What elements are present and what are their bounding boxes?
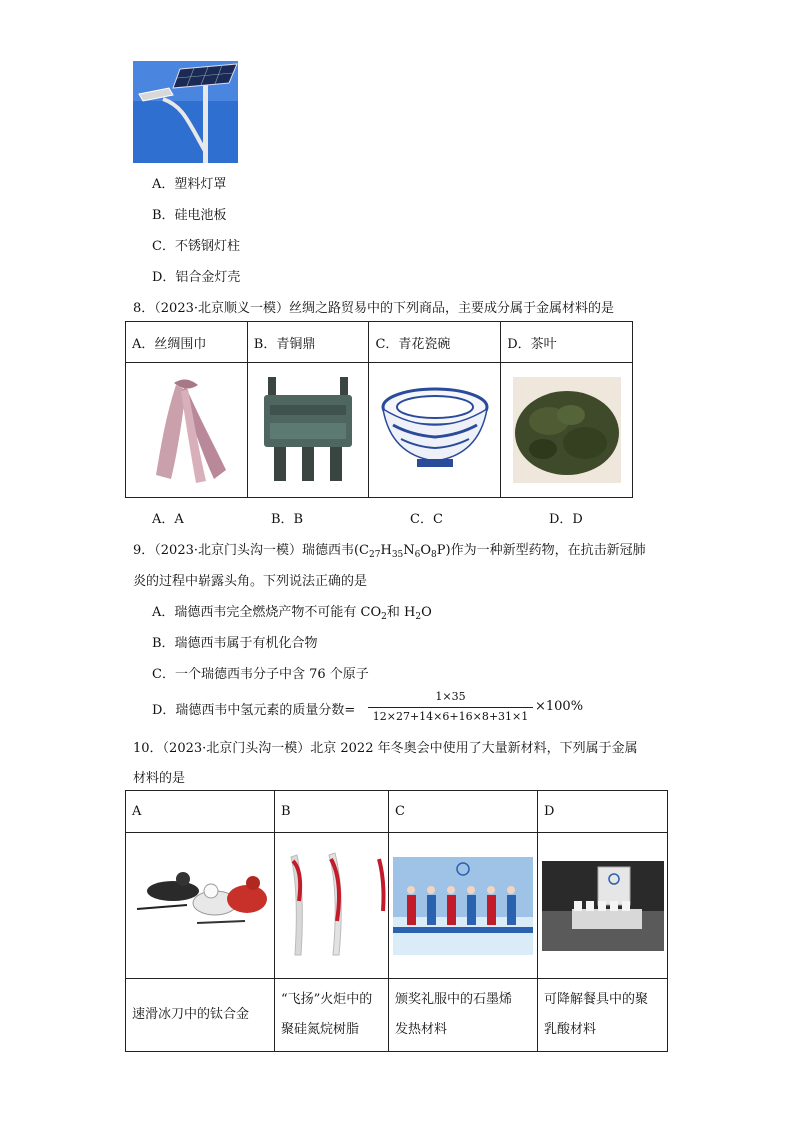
q10-stem-line-1: 10．（2023·北京门头沟一模）北京 2022 年冬奥会中使用了大量新材料，下列属于金属	[133, 741, 638, 756]
q9-option-a: A．瑞德西韦完全燃烧产物不可能有 $CO_2$和 $H_2O$	[152, 605, 432, 622]
q7-option-b: B．硅电池板	[152, 208, 227, 223]
q9-option-d-suffix: ×100%	[535, 699, 584, 714]
q10-table	[125, 790, 668, 1052]
blue-white-bowl-image	[381, 385, 489, 475]
tea-leaves-image	[513, 377, 621, 483]
bronze-ding-image	[260, 375, 356, 485]
q8-cell-d	[501, 363, 633, 498]
q7-option-d: D．铝合金灯壳	[152, 270, 241, 285]
q10-caption-a: 速滑冰刀中的钛合金	[126, 979, 275, 1052]
q8-header-a: A．丝绸围巾	[126, 322, 248, 363]
q10-header-c: C	[389, 791, 538, 833]
q9-option-d-denominator: 12×27+14×6+16×8+31×1	[372, 710, 529, 723]
q9-stem-line-1: 9．（2023·北京门头沟一模）瑞德西韦$(C_{27}H_{35}N_6O_8P)$作为一种新型药物，在抗击新冠肺	[133, 543, 646, 560]
q10-caption-b: “飞扬”火炬中的 聚硅氮烷树脂	[275, 979, 389, 1052]
q8-header-b: B．青铜鼎	[247, 322, 369, 363]
q9-option-d-prefix: D．瑞德西韦中氢元素的质量分数=	[152, 703, 356, 718]
q9-option-d-numerator: 1×35	[435, 690, 466, 703]
q10-caption-c: 颁奖礼服中的石墨烯 发热材料	[389, 979, 538, 1052]
q7-option-c: C．不锈钢灯柱	[152, 239, 240, 254]
q8-answer-a: A．A	[152, 512, 184, 527]
q8-cell-c	[369, 363, 501, 498]
q8-cell-a	[126, 363, 248, 498]
q8-stem: 8．（2023·北京顺义一模）丝绸之路贸易中的下列商品，主要成分属于金属材料的是	[133, 301, 614, 316]
tableware-display-image	[542, 861, 664, 951]
q10-cell-b	[275, 833, 389, 979]
torch-image	[277, 851, 387, 961]
q9-option-b: B．瑞德西韦属于有机化合物	[152, 636, 318, 651]
q10-caption-d: 可降解餐具中的聚 乳酸材料	[538, 979, 668, 1052]
q8-answer-d: D．D	[549, 512, 583, 527]
q9-stem-line-2: 炎的过程中崭露头角。下列说法正确的是	[133, 574, 368, 589]
q8-header-c: C．青花瓷碗	[369, 322, 501, 363]
q8-header-d: D．茶叶	[501, 322, 633, 363]
q10-header-d: D	[538, 791, 668, 833]
q9-fraction-bar	[368, 707, 533, 708]
q8-cell-b	[247, 363, 369, 498]
speed-skaters-image	[127, 861, 273, 951]
award-dress-ceremony-image	[393, 857, 533, 955]
silk-scarf-image	[136, 375, 236, 485]
q10-cell-a	[126, 833, 275, 979]
q10-header-a: A	[126, 791, 275, 833]
q7-option-a: A．塑料灯罩	[152, 177, 227, 192]
solar-street-light-image	[133, 61, 238, 163]
q8-answer-c: C．C	[410, 512, 443, 527]
q9-option-c: C．一个瑞德西韦分子中含 76 个原子	[152, 667, 369, 682]
q8-answer-b: B．B	[271, 512, 304, 527]
q10-stem-line-2: 材料的是	[133, 771, 186, 786]
q8-table	[125, 321, 633, 498]
q10-header-b: B	[275, 791, 389, 833]
q10-cell-c	[389, 833, 538, 979]
q10-cell-d	[538, 833, 668, 979]
